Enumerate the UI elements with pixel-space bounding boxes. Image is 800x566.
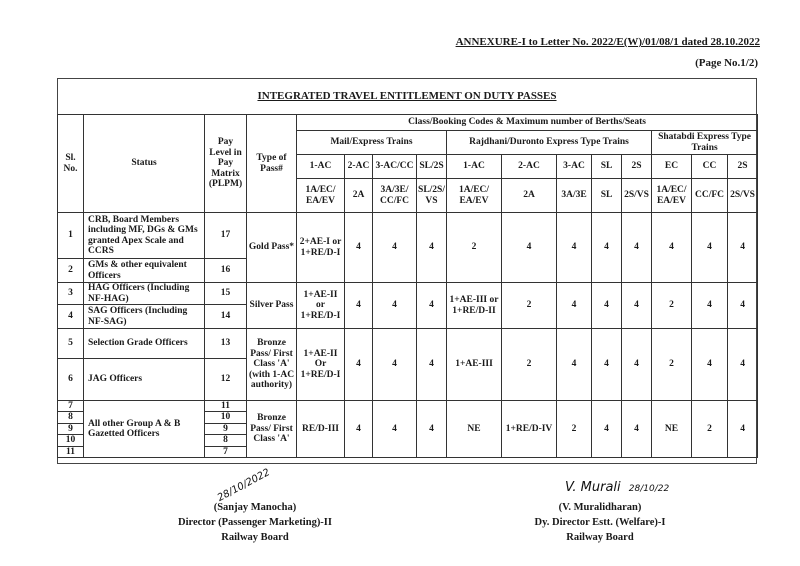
pass-type-cell: Silver Pass bbox=[247, 283, 297, 329]
left-signature-block bbox=[140, 500, 370, 546]
mail-code-2ac: 2A bbox=[345, 179, 373, 213]
status-cell: Selection Grade Officers bbox=[84, 329, 205, 359]
pay-level-cell: 12 bbox=[205, 359, 247, 401]
mail-col-1ac: 1-AC bbox=[297, 155, 345, 179]
row-sl: 7 bbox=[58, 401, 84, 412]
raj-code-2ac: 2A bbox=[502, 179, 557, 213]
raj-code-sl: SL bbox=[592, 179, 622, 213]
row-sl: 8 bbox=[58, 412, 84, 423]
raj-code-2s: 2S/VS bbox=[622, 179, 652, 213]
value-cell: 4 bbox=[557, 283, 592, 329]
value-cell: 4 bbox=[345, 283, 373, 329]
value-cell: 2 bbox=[502, 283, 557, 329]
mail-col-sl: SL/2S bbox=[417, 155, 447, 179]
mail-code-1ac: 1A/EC/ EA/EV bbox=[297, 179, 345, 213]
raj-code-1ac: 1A/EC/ EA/EV bbox=[447, 179, 502, 213]
value-cell: 4 bbox=[692, 283, 728, 329]
value-cell: NE bbox=[652, 401, 692, 458]
pay-level-cell: 13 bbox=[205, 329, 247, 359]
left-signatory-org: Railway Board bbox=[221, 532, 289, 544]
value-cell: 2 bbox=[652, 329, 692, 401]
value-cell: 1+AE-II Or 1+RE/D-I bbox=[297, 329, 345, 401]
sha-code-2s: 2S/VS bbox=[728, 179, 758, 213]
mail-col-3ac: 3-AC/CC bbox=[373, 155, 417, 179]
annexure-reference: ANNEXURE-I to Letter No. 2022/E(W)/01/08/1 dated 28.10.2022 bbox=[455, 36, 760, 48]
value-cell: 4 bbox=[622, 401, 652, 458]
entitlement-table bbox=[57, 114, 758, 458]
row-sl: 1 bbox=[58, 213, 84, 259]
pay-level-cell: 7 bbox=[205, 446, 247, 457]
value-cell: 2 bbox=[502, 329, 557, 401]
value-cell: 4 bbox=[345, 401, 373, 458]
value-cell: 4 bbox=[728, 401, 758, 458]
value-cell: 4 bbox=[622, 283, 652, 329]
value-cell: 1+AE-III bbox=[447, 329, 502, 401]
status-cell: SAG Officers (Including NF-SAG) bbox=[84, 305, 205, 329]
pay-level-cell: 14 bbox=[205, 305, 247, 329]
pay-level-cell: 16 bbox=[205, 259, 247, 283]
header-mail-express: Mail/Express Trains bbox=[297, 131, 447, 155]
value-cell: 4 bbox=[345, 213, 373, 283]
status-cell: GMs & other equivalent Officers bbox=[84, 259, 205, 283]
left-signature-date: 28/10/2022 bbox=[215, 467, 272, 504]
right-signature-scrawl bbox=[565, 480, 669, 495]
left-signature-scrawl bbox=[216, 467, 272, 504]
value-cell: RE/D-III bbox=[297, 401, 345, 458]
value-cell: 4 bbox=[502, 213, 557, 283]
value-cell: 4 bbox=[622, 213, 652, 283]
status-cell: JAG Officers bbox=[84, 359, 205, 401]
header-rajdhani: Rajdhani/Duronto Express Type Trains bbox=[447, 131, 652, 155]
right-signatory-designation: Dy. Director Estt. (Welfare)-I bbox=[534, 517, 666, 529]
sha-col-cc: CC bbox=[692, 155, 728, 179]
raj-col-3ac: 3-AC bbox=[557, 155, 592, 179]
pay-level-cell: 11 bbox=[205, 401, 247, 412]
value-cell: 2 bbox=[557, 401, 592, 458]
value-cell: 4 bbox=[728, 329, 758, 401]
pay-level-cell: 17 bbox=[205, 213, 247, 259]
value-cell: 4 bbox=[692, 213, 728, 283]
right-signatory-name: (V. Muralidharan) bbox=[558, 502, 642, 513]
value-cell: 4 bbox=[417, 283, 447, 329]
value-cell: 2 bbox=[692, 401, 728, 458]
value-cell: 4 bbox=[417, 401, 447, 458]
value-cell: 4 bbox=[417, 213, 447, 283]
pass-type-cell: Gold Pass* bbox=[247, 213, 297, 283]
value-cell: 4 bbox=[728, 283, 758, 329]
sha-code-ec: 1A/EC/ EA/EV bbox=[652, 179, 692, 213]
value-cell: 4 bbox=[592, 401, 622, 458]
row-sl: 5 bbox=[58, 329, 84, 359]
header-class-codes: Class/Booking Codes & Maximum number of Berths/Seats bbox=[297, 115, 758, 131]
right-signature-block bbox=[485, 500, 715, 546]
right-signature-date: 28/10/22 bbox=[628, 484, 670, 494]
value-cell: NE bbox=[447, 401, 502, 458]
sha-col-2s: 2S bbox=[728, 155, 758, 179]
value-cell: 4 bbox=[373, 329, 417, 401]
row-sl: 6 bbox=[58, 359, 84, 401]
value-cell: 4 bbox=[652, 213, 692, 283]
pay-level-cell: 8 bbox=[205, 435, 247, 446]
row-sl: 2 bbox=[58, 259, 84, 283]
raj-col-2ac: 2-AC bbox=[502, 155, 557, 179]
value-cell: 4 bbox=[557, 329, 592, 401]
value-cell: 4 bbox=[345, 329, 373, 401]
row-sl: 3 bbox=[58, 283, 84, 305]
raj-code-3ac: 3A/3E bbox=[557, 179, 592, 213]
status-cell: All other Group A & B Gazetted Officers bbox=[84, 401, 205, 458]
pass-type-cell: Bronze Pass/ First Class 'A' bbox=[247, 401, 297, 458]
pay-level-cell: 15 bbox=[205, 283, 247, 305]
raj-col-2s: 2S bbox=[622, 155, 652, 179]
mail-code-sl: SL/2S/ VS bbox=[417, 179, 447, 213]
value-cell: 4 bbox=[417, 329, 447, 401]
sha-col-ec: EC bbox=[652, 155, 692, 179]
value-cell: 4 bbox=[373, 401, 417, 458]
raj-col-1ac: 1-AC bbox=[447, 155, 502, 179]
value-cell: 2 bbox=[447, 213, 502, 283]
header-status: Status bbox=[84, 115, 205, 213]
value-cell: 2+AE-I or 1+RE/D-I bbox=[297, 213, 345, 283]
status-cell: CRB, Board Members including MF, DGs & GMs granted Apex Scale and CCRS bbox=[84, 213, 205, 259]
value-cell: 4 bbox=[592, 213, 622, 283]
value-cell: 4 bbox=[373, 213, 417, 283]
row-sl: 10 bbox=[58, 435, 84, 446]
mail-col-2ac: 2-AC bbox=[345, 155, 373, 179]
value-cell: 1+AE-III or 1+RE/D-II bbox=[447, 283, 502, 329]
value-cell: 1+AE-II or 1+RE/D-I bbox=[297, 283, 345, 329]
row-sl: 4 bbox=[58, 305, 84, 329]
page-number: (Page No.1/2) bbox=[695, 57, 758, 69]
right-signatory-org: Railway Board bbox=[566, 532, 634, 544]
pass-type-cell: Bronze Pass/ First Class 'A' (with 1-AC authority) bbox=[247, 329, 297, 401]
header-shatabdi: Shatabdi Express Type Trains bbox=[652, 131, 758, 155]
document-title: INTEGRATED TRAVEL ENTITLEMENT ON DUTY PASSES bbox=[257, 90, 557, 102]
value-cell: 4 bbox=[592, 329, 622, 401]
value-cell: 4 bbox=[728, 213, 758, 283]
header-pay-level: Pay Level in Pay Matrix (PLPM) bbox=[205, 115, 247, 213]
right-signature-text: V. Murali bbox=[565, 480, 621, 495]
value-cell: 1+RE/D-IV bbox=[502, 401, 557, 458]
mail-code-3ac: 3A/3E/ CC/FC bbox=[373, 179, 417, 213]
value-cell: 4 bbox=[622, 329, 652, 401]
value-cell: 4 bbox=[557, 213, 592, 283]
value-cell: 4 bbox=[692, 329, 728, 401]
header-pass-type: Type of Pass# bbox=[247, 115, 297, 213]
value-cell: 2 bbox=[652, 283, 692, 329]
raj-col-sl: SL bbox=[592, 155, 622, 179]
sha-code-cc: CC/FC bbox=[692, 179, 728, 213]
row-sl: 9 bbox=[58, 423, 84, 434]
left-signatory-name: (Sanjay Manocha) bbox=[213, 502, 297, 513]
status-cell: HAG Officers (Including NF-HAG) bbox=[84, 283, 205, 305]
header-sl: Sl. No. bbox=[58, 115, 84, 213]
value-cell: 4 bbox=[373, 283, 417, 329]
row-sl: 11 bbox=[58, 446, 84, 457]
left-signatory-designation: Director (Passenger Marketing)-II bbox=[178, 517, 332, 529]
pay-level-cell: 9 bbox=[205, 423, 247, 434]
pay-level-cell: 10 bbox=[205, 412, 247, 423]
value-cell: 4 bbox=[592, 283, 622, 329]
